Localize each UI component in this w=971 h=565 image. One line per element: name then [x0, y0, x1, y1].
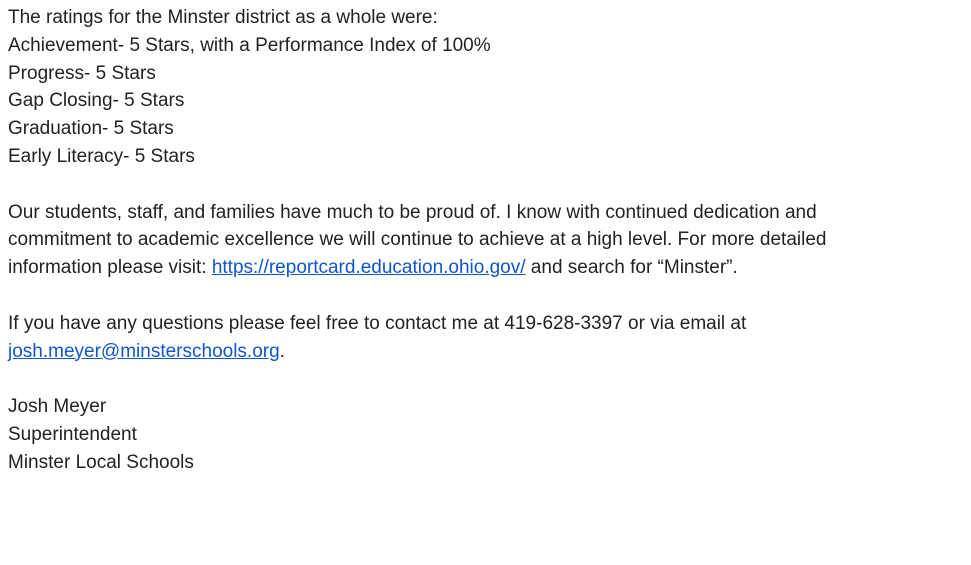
proud-line-3 [8, 254, 971, 282]
rating-early-literacy: Early Literacy- 5 Stars [8, 145, 195, 167]
visit-suffix: and search for “Minster”. [525, 257, 738, 279]
rating-progress: Progress- 5 Stars [8, 62, 156, 84]
rating-achievement: Achievement- 5 Stars, with a Performance Index of 100% [8, 34, 491, 56]
proud-line-2: commitment to academic excellence we will continue to achieve at a high level. For more detailed [8, 229, 827, 251]
rating-gap-closing: Gap Closing- 5 Stars [8, 90, 185, 112]
signature-name: Josh Meyer [8, 396, 107, 418]
email-line [8, 338, 971, 366]
proud-line-1: Our students, staff, and families have much to be proud of. I know with continued dedication and [8, 201, 817, 223]
rating-graduation: Graduation- 5 Stars [8, 118, 174, 140]
contact-line: If you have any questions please feel free to contact me at 419-628-3397 or via email at [8, 312, 747, 334]
spacer [8, 282, 971, 310]
email-link[interactable]: josh.meyer@minsterschools.org [8, 340, 280, 362]
spacer [8, 365, 971, 393]
email-period: . [279, 340, 285, 362]
report-card-link[interactable]: https://reportcard.education.ohio.gov/ [211, 257, 526, 279]
spacer [8, 171, 971, 199]
visit-prefix: information please visit: [8, 257, 212, 279]
intro-text: The ratings for the Minster district as a whole were: [8, 7, 438, 28]
signature-org: Minster Local Schools [8, 451, 194, 473]
signature-title: Superintendent [8, 423, 137, 445]
